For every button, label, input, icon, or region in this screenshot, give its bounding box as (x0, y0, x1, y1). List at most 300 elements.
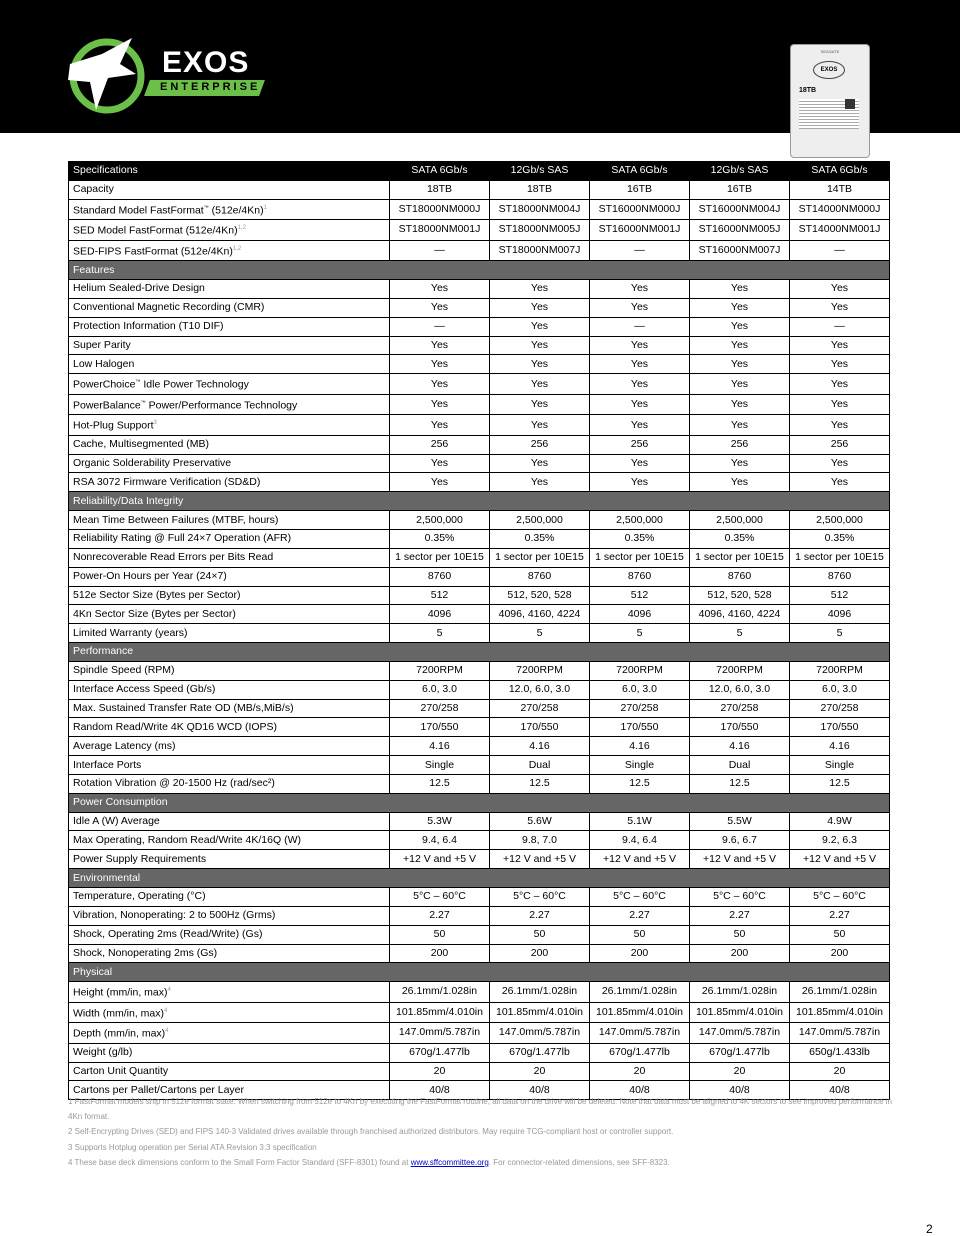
table-row (69, 888, 890, 907)
value-cell: 12.5 (590, 774, 690, 793)
row-label-text: Interface Ports (73, 758, 142, 771)
table-row (69, 718, 890, 737)
row-label (69, 435, 390, 454)
value-cell: Yes (790, 355, 890, 374)
value-cell: 147.0mm/5.787in (790, 1023, 890, 1044)
row-label (69, 774, 390, 793)
value-cell: 50 (790, 925, 890, 944)
value-cell: +12 V and +5 V (790, 850, 890, 869)
value-cell: — (790, 240, 890, 261)
value-cell: Yes (390, 374, 490, 395)
value-cell: ST14000NM000J (790, 199, 890, 220)
row-label-text: Average Latency (ms) (73, 739, 176, 752)
value-cell: Yes (590, 394, 690, 415)
value-cell: 9.4, 6.4 (590, 831, 690, 850)
value-cell: 2,500,000 (690, 511, 790, 530)
value-cell: Yes (790, 454, 890, 473)
table-row (69, 567, 890, 586)
row-label-text: 4Kn Sector Size (Bytes per Sector) (73, 607, 236, 620)
value-cell: 14TB (790, 180, 890, 199)
table-row (69, 944, 890, 963)
value-cell: 4096 (790, 605, 890, 624)
value-cell: 101.85mm/4.010in (690, 1002, 790, 1023)
value-cell: Single (790, 756, 890, 775)
table-row (69, 180, 890, 199)
section-row (69, 643, 890, 662)
value-cell: 40/8 (790, 1081, 890, 1100)
row-label (69, 831, 390, 850)
value-cell: Yes (590, 336, 690, 355)
table-row (69, 394, 890, 415)
value-cell: Yes (390, 355, 490, 374)
row-label (69, 180, 390, 199)
value-cell: Yes (790, 280, 890, 299)
section-title: Environmental (69, 869, 890, 888)
row-label-text: Rotation Vibration @ 20-1500 Hz (rad/sec²) (73, 777, 275, 790)
row-label (69, 454, 390, 473)
value-cell: 200 (390, 944, 490, 963)
value-cell: Yes (790, 374, 890, 395)
value-cell: 170/550 (490, 718, 590, 737)
value-cell: 50 (690, 925, 790, 944)
row-label-text: Hot-Plug Support (73, 419, 154, 432)
footnote-item (68, 1124, 898, 1139)
value-cell: 8760 (490, 567, 590, 586)
value-cell: 147.0mm/5.787in (390, 1023, 490, 1044)
value-cell: 50 (490, 925, 590, 944)
value-cell: 40/8 (690, 1081, 790, 1100)
row-label (69, 944, 390, 963)
value-cell: Yes (490, 374, 590, 395)
value-cell: 512 (590, 586, 690, 605)
table-row (69, 1023, 890, 1044)
footnote-text-after: . For connector-related dimensions, see SFF-8323. (488, 1157, 670, 1167)
row-label-text: Cache, Multisegmented (MB) (73, 438, 209, 451)
drive-maker: SEAGATE (820, 49, 840, 54)
row-label (69, 661, 390, 680)
hard-drive-image (790, 44, 870, 158)
value-cell: 0.35% (590, 529, 690, 548)
value-cell: 5°C – 60°C (790, 888, 890, 907)
row-label-text: Depth (mm/in, max) (73, 1027, 166, 1040)
brand-tagline: ENTERPRISE (160, 81, 261, 93)
value-cell: — (790, 317, 890, 336)
row-label (69, 199, 390, 220)
value-cell: ST18000NM005J (490, 220, 590, 241)
value-cell: 16TB (690, 180, 790, 199)
exos-emblem-icon (62, 34, 162, 114)
header-cell-interface: SATA 6Gb/s (590, 162, 690, 181)
footnote-text: 2 Self-Encrypting Drives (SED) and FIPS 140-3 Validated drives available through franchised authorized distributors. May require TCG-compliant host or controller support. (68, 1127, 674, 1137)
value-cell: Yes (390, 415, 490, 436)
row-label (69, 680, 390, 699)
value-cell: Yes (790, 394, 890, 415)
value-cell: 256 (690, 435, 790, 454)
value-cell: Yes (490, 336, 590, 355)
value-cell: 8760 (590, 567, 690, 586)
row-label-text: Low Halogen (73, 357, 135, 370)
value-cell: 4.9W (790, 812, 890, 831)
table-row (69, 336, 890, 355)
row-label-text: Max. Sustained Transfer Rate OD (MB/s,MiB/s) (73, 701, 294, 714)
value-cell: 7200RPM (390, 661, 490, 680)
section-title: Power Consumption (69, 793, 890, 812)
value-cell: Yes (690, 317, 790, 336)
value-cell: Yes (590, 280, 690, 299)
row-label (69, 280, 390, 299)
row-label (69, 336, 390, 355)
row-label (69, 624, 390, 643)
row-label-text: Idle A (W) Average (73, 815, 160, 828)
table-row (69, 756, 890, 775)
header-cell-interface: SATA 6Gb/s (390, 162, 490, 181)
row-label-text: Weight (g/lb) (73, 1046, 133, 1059)
row-label-text: Capacity (73, 183, 114, 196)
value-cell: 270/258 (690, 699, 790, 718)
row-label-text: Power Supply Requirements (73, 852, 207, 865)
row-label (69, 586, 390, 605)
table-row (69, 298, 890, 317)
row-label (69, 240, 390, 261)
row-label-text: PowerChoice (73, 378, 136, 391)
row-label-text: RSA 3072 Firmware Verification (SD&D) (73, 475, 261, 488)
value-cell: ST16000NM005J (690, 220, 790, 241)
row-label-text: Nonrecoverable Read Errors per Bits Read (73, 551, 274, 564)
footnote-ref: 4 (164, 1007, 168, 1014)
row-label-text: Interface Access Speed (Gb/s) (73, 683, 216, 696)
row-label-suffix: (512e/4Kn) (208, 204, 264, 217)
value-cell: 0.35% (690, 529, 790, 548)
table-row (69, 220, 890, 241)
row-label (69, 220, 390, 241)
row-label-text: Limited Warranty (years) (73, 626, 188, 639)
value-cell: 147.0mm/5.787in (590, 1023, 690, 1044)
page-number: 2 (926, 1222, 933, 1236)
table-row (69, 982, 890, 1003)
row-label-text: Vibration, Nonoperating: 2 to 500Hz (Grms) (73, 909, 276, 922)
value-cell: 147.0mm/5.787in (490, 1023, 590, 1044)
row-label-text: Shock, Nonoperating 2ms (Gs) (73, 946, 218, 959)
value-cell: 270/258 (490, 699, 590, 718)
row-label-text: Mean Time Between Failures (MTBF, hours) (73, 513, 279, 526)
value-cell: 670g/1.477lb (390, 1043, 490, 1062)
value-cell: — (390, 240, 490, 261)
value-cell: 256 (390, 435, 490, 454)
value-cell: 7200RPM (590, 661, 690, 680)
footnote-ref: 1,2 (237, 225, 246, 232)
value-cell: Dual (490, 756, 590, 775)
table-row (69, 548, 890, 567)
footnote-item (68, 1140, 898, 1155)
value-cell: Yes (490, 317, 590, 336)
value-cell: Yes (790, 415, 890, 436)
value-cell: 0.35% (790, 529, 890, 548)
value-cell: 9.6, 6.7 (690, 831, 790, 850)
value-cell: 0.35% (490, 529, 590, 548)
value-cell: 5°C – 60°C (490, 888, 590, 907)
section-title: Reliability/Data Integrity (69, 492, 890, 511)
value-cell: 4.16 (590, 737, 690, 756)
value-cell: 256 (490, 435, 590, 454)
value-cell: 12.5 (490, 774, 590, 793)
value-cell: 7200RPM (790, 661, 890, 680)
row-label (69, 925, 390, 944)
value-cell: 2,500,000 (590, 511, 690, 530)
value-cell: +12 V and +5 V (590, 850, 690, 869)
table-row (69, 812, 890, 831)
value-cell: 12.5 (790, 774, 890, 793)
value-cell: Yes (690, 355, 790, 374)
value-cell: Single (590, 756, 690, 775)
footnote-text: 4 These base deck dimensions conform to the Small Form Factor Standard (SFF-8301) found at (68, 1157, 411, 1167)
table-row (69, 1062, 890, 1081)
value-cell: +12 V and +5 V (390, 850, 490, 869)
value-cell: ST18000NM000J (390, 199, 490, 220)
value-cell: 5°C – 60°C (390, 888, 490, 907)
row-label (69, 812, 390, 831)
value-cell: 8760 (390, 567, 490, 586)
value-cell: Single (390, 756, 490, 775)
value-cell: 6.0, 3.0 (790, 680, 890, 699)
value-cell: 12.5 (690, 774, 790, 793)
row-label-suffix: Power/Performance Technology (145, 399, 298, 412)
row-label (69, 718, 390, 737)
value-cell: Yes (790, 298, 890, 317)
value-cell: Yes (590, 415, 690, 436)
value-cell: 5.5W (690, 812, 790, 831)
value-cell: 2.27 (490, 906, 590, 925)
value-cell: 2.27 (790, 906, 890, 925)
value-cell: Yes (690, 473, 790, 492)
row-label (69, 548, 390, 567)
value-cell: 26.1mm/1.028in (790, 982, 890, 1003)
value-cell: 2.27 (390, 906, 490, 925)
row-label-text: Helium Sealed-Drive Design (73, 282, 205, 295)
value-cell: Yes (590, 473, 690, 492)
value-cell: 8760 (790, 567, 890, 586)
table-header-row (69, 162, 890, 181)
value-cell: Yes (490, 280, 590, 299)
value-cell: 40/8 (590, 1081, 690, 1100)
footnotes (68, 1094, 898, 1170)
value-cell: ST16000NM000J (590, 199, 690, 220)
table-row (69, 240, 890, 261)
value-cell: Yes (790, 336, 890, 355)
row-label (69, 1002, 390, 1023)
value-cell: Yes (690, 454, 790, 473)
row-label (69, 699, 390, 718)
section-row (69, 793, 890, 812)
row-label-text: Organic Solderability Preservative (73, 457, 232, 470)
value-cell: 9.4, 6.4 (390, 831, 490, 850)
value-cell: 1 sector per 10E15 (790, 548, 890, 567)
value-cell: 20 (390, 1062, 490, 1081)
value-cell: 9.8, 7.0 (490, 831, 590, 850)
row-label-text: Carton Unit Quantity (73, 1064, 169, 1077)
footnote-item (68, 1094, 898, 1124)
header-cell-interface: 12Gb/s SAS (690, 162, 790, 181)
value-cell: 256 (590, 435, 690, 454)
value-cell: 512, 520, 528 (690, 586, 790, 605)
value-cell: 1 sector per 10E15 (690, 548, 790, 567)
value-cell: 40/8 (490, 1081, 590, 1100)
value-cell: 147.0mm/5.787in (690, 1023, 790, 1044)
trademark-mark: ™ (203, 204, 209, 211)
footnote-item (68, 1155, 898, 1170)
value-cell: Yes (490, 394, 590, 415)
value-cell: 101.85mm/4.010in (390, 1002, 490, 1023)
row-label (69, 511, 390, 530)
section-title: Features (69, 261, 890, 280)
row-label (69, 355, 390, 374)
row-label-text: Shock, Operating 2ms (Read/Write) (Gs) (73, 928, 263, 941)
table-row (69, 415, 890, 436)
value-cell: Yes (490, 415, 590, 436)
table-row (69, 511, 890, 530)
value-cell: 4096, 4160, 4224 (490, 605, 590, 624)
value-cell: 101.85mm/4.010in (590, 1002, 690, 1023)
section-title: Physical (69, 963, 890, 982)
value-cell: 1 sector per 10E15 (390, 548, 490, 567)
value-cell: 200 (690, 944, 790, 963)
value-cell: 512, 520, 528 (490, 586, 590, 605)
value-cell: 7200RPM (490, 661, 590, 680)
value-cell: 200 (790, 944, 890, 963)
value-cell: Yes (690, 415, 790, 436)
value-cell: 2,500,000 (490, 511, 590, 530)
section-row (69, 869, 890, 888)
value-cell: 270/258 (590, 699, 690, 718)
section-row (69, 492, 890, 511)
row-label-text: Standard Model FastFormat (73, 204, 204, 217)
row-label-text: Power-On Hours per Year (24×7) (73, 570, 227, 583)
value-cell: Yes (390, 336, 490, 355)
value-cell: 101.85mm/4.010in (490, 1002, 590, 1023)
value-cell: 4.16 (490, 737, 590, 756)
table-row (69, 199, 890, 220)
table-row (69, 1043, 890, 1062)
table-row (69, 661, 890, 680)
value-cell: 5 (690, 624, 790, 643)
value-cell: 5 (590, 624, 690, 643)
table-row (69, 850, 890, 869)
footnote-text: 3 Supports Hotplug operation per Serial ATA Revision 3.3 specification (68, 1142, 317, 1152)
value-cell: 5 (490, 624, 590, 643)
row-label (69, 317, 390, 336)
row-label (69, 982, 390, 1003)
table-row (69, 906, 890, 925)
header-cell-interface: SATA 6Gb/s (790, 162, 890, 181)
row-label (69, 906, 390, 925)
value-cell: 16TB (590, 180, 690, 199)
value-cell: Yes (690, 298, 790, 317)
value-cell: 4.16 (690, 737, 790, 756)
value-cell: ST18000NM007J (490, 240, 590, 261)
value-cell: Yes (690, 336, 790, 355)
value-cell: 18TB (490, 180, 590, 199)
row-label (69, 737, 390, 756)
value-cell: 20 (790, 1062, 890, 1081)
row-label-text: PowerBalance (73, 399, 141, 412)
value-cell: — (590, 317, 690, 336)
table-row (69, 774, 890, 793)
row-label-text: Temperature, Operating (°C) (73, 890, 206, 903)
value-cell: Yes (590, 374, 690, 395)
value-cell: Yes (690, 374, 790, 395)
row-label (69, 529, 390, 548)
value-cell: 0.35% (390, 529, 490, 548)
value-cell: ST16000NM007J (690, 240, 790, 261)
value-cell: 7200RPM (690, 661, 790, 680)
value-cell: Yes (390, 280, 490, 299)
value-cell: 170/550 (590, 718, 690, 737)
header-cell-interface: 12Gb/s SAS (490, 162, 590, 181)
row-label (69, 415, 390, 436)
value-cell: 512 (790, 586, 890, 605)
value-cell: 2.27 (590, 906, 690, 925)
table-row (69, 280, 890, 299)
value-cell: 270/258 (790, 699, 890, 718)
value-cell: 9.2, 6.3 (790, 831, 890, 850)
table-row (69, 586, 890, 605)
value-cell: Yes (390, 473, 490, 492)
sffcommittee-link[interactable]: www.sffcommittee.org (410, 1157, 489, 1167)
row-label (69, 394, 390, 415)
value-cell: 4.16 (390, 737, 490, 756)
value-cell: 170/550 (390, 718, 490, 737)
table-row (69, 605, 890, 624)
value-cell: Yes (590, 298, 690, 317)
value-cell: 270/258 (390, 699, 490, 718)
value-cell: 5 (790, 624, 890, 643)
value-cell: 8760 (690, 567, 790, 586)
row-label-text: SED-FIPS FastFormat (512e/4Kn) (73, 245, 233, 258)
value-cell: 26.1mm/1.028in (590, 982, 690, 1003)
value-cell: Yes (390, 454, 490, 473)
value-cell: Yes (490, 298, 590, 317)
value-cell: 6.0, 3.0 (390, 680, 490, 699)
value-cell: 2,500,000 (790, 511, 890, 530)
value-cell: ST14000NM001J (790, 220, 890, 241)
value-cell: 6.0, 3.0 (590, 680, 690, 699)
row-label-text: Conventional Magnetic Recording (CMR) (73, 301, 265, 314)
row-label-text: Spindle Speed (RPM) (73, 664, 175, 677)
row-label (69, 1062, 390, 1081)
row-label (69, 850, 390, 869)
value-cell: 26.1mm/1.028in (490, 982, 590, 1003)
row-label-text: SED Model FastFormat (512e/4Kn) (73, 224, 238, 237)
row-label-text: Width (mm/in, max) (73, 1007, 165, 1020)
value-cell: 20 (690, 1062, 790, 1081)
row-label (69, 888, 390, 907)
qr-code-icon (845, 99, 855, 109)
value-cell: 20 (490, 1062, 590, 1081)
table-row (69, 680, 890, 699)
value-cell: Yes (490, 355, 590, 374)
table-row (69, 355, 890, 374)
value-cell: Yes (390, 394, 490, 415)
row-label (69, 473, 390, 492)
value-cell: 101.85mm/4.010in (790, 1002, 890, 1023)
value-cell: Yes (590, 454, 690, 473)
value-cell: 2,500,000 (390, 511, 490, 530)
value-cell: 12.0, 6.0, 3.0 (690, 680, 790, 699)
value-cell: 670g/1.477lb (490, 1043, 590, 1062)
footnote-text: 1 FastFormat models ship in 512e format state. When switching from 512e to 4Kn by executing the FastFormat routine, all data on the drive will be deleted. Note that data must be aligned to 4K sectors to see improved performance in 4Kn format. (68, 1097, 892, 1122)
drive-capacity-label: 18TB (799, 87, 817, 94)
value-cell: 4096 (590, 605, 690, 624)
value-cell: 20 (590, 1062, 690, 1081)
